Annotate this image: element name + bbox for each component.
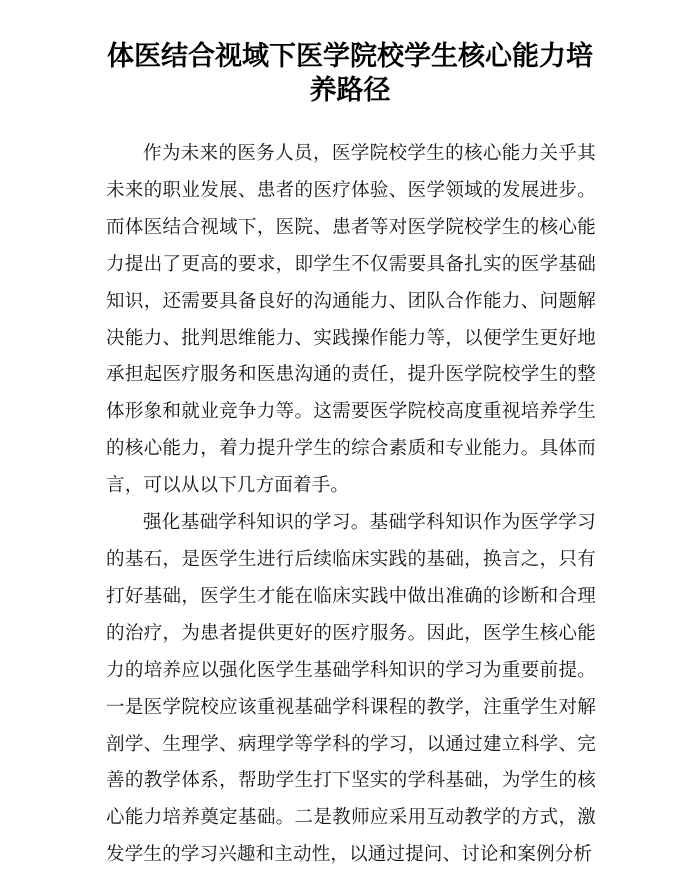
document-body [106,136,596,869]
paragraph-basic-knowledge: 强化基础学科知识的学习。基础学科知识作为医学学习的基石，是医学生进行后续临床实践的基础，换言之，只有打好基础，医学生才能在临床实践中做出准确的诊断和合理的治疗，为患者提供更好的医疗服务。因此，医学生核心能力的培养应以强化医学生基础学科知识的学习为重要前提。一是医学院校应该重视基础学科课程的教学，注重学生对解剖学、生理学、病理学等学科的学习，以通过建立科学、完善的教学体系，帮助学生打下坚实的学科基础，为学生的核心能力培养奠定基础。二是教师应采用互动教学的方式，激发学生的学习兴趣和主动性，以通过提问、讨论和案例分析 [106,512,596,866]
paragraph-intro: 作为未来的医务人员，医学院校学生的核心能力关乎其未来的职业发展、患者的医疗体验、医学领域的发展进步。而体医结合视域下，医院、患者等对医学院校学生的核心能力提出了更高的要求，即学生不仅需要具备扎实的医学基础知识，还需要具备良好的沟通能力、团队合作能力、问题解决能力、批判思维能力、实践操作能力等，以便学生更好地承担起医疗服务和医患沟通的责任，提升医学院校学生的整体形象和就业竞争力等。这需要医学院校高度重视培养学生的核心能力，着力提升学生的综合素质和专业能力。具体而言，可以从以下几方面着手。 [106,143,596,497]
document-title: 体医结合视域下医学院校学生核心能力培养路径 [107,41,593,106]
